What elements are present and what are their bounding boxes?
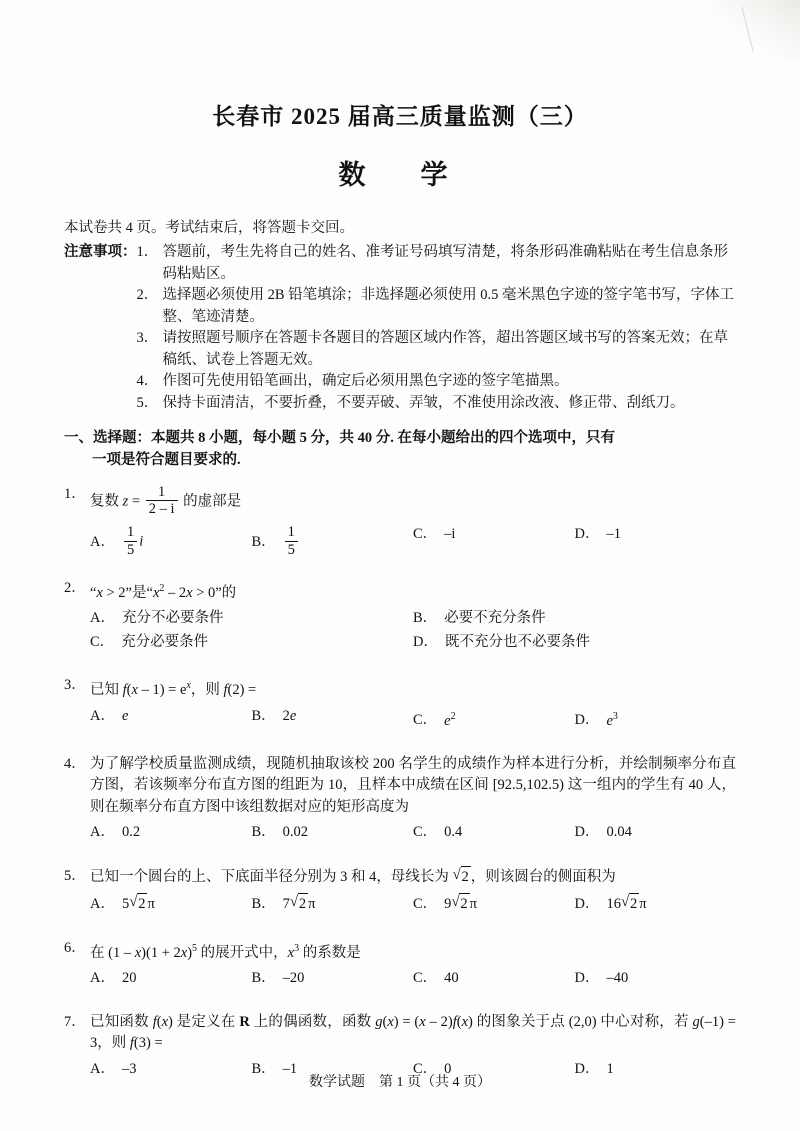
option-label: C． [90, 633, 115, 650]
question-1: 1． 复数 z = $\frac{1}{2 - i}$ 的虚部是 A． $\frac{1}{5}$ i B． $\frac{1}{5}$ C． –i D． –1 [64, 484, 736, 558]
intro-text: 本试卷共 4 页。考试结束后，将答题卡交回。 [64, 220, 354, 236]
option-text: 充分必要条件 [121, 633, 209, 650]
notice-number: 2． [136, 287, 159, 303]
option-label: A． [90, 610, 115, 627]
option-text: 0.02 [282, 824, 309, 841]
option-label: A． [90, 824, 115, 841]
option-label: D． [574, 526, 600, 543]
option-b[interactable]: B． 2e [251, 707, 297, 724]
question-4 [64, 754, 736, 844]
option-row [64, 706, 736, 732]
notice-item [137, 242, 737, 285]
option-row [64, 524, 736, 557]
option-text: 0 [444, 1060, 452, 1077]
option-label: C． [413, 896, 438, 913]
section-one-label: 一、选择题： [64, 430, 151, 446]
question-stem: “x > 2”是“$x^2 - 2x > 0$”的 [90, 582, 237, 601]
notice-label: 注意事项： [64, 244, 137, 260]
option-row [64, 893, 736, 916]
notice-text: 作图可先使用铅笔画出，确定后必须用黑色字迹的签字笔描黑。 [162, 373, 569, 389]
notice-item [137, 371, 737, 393]
option-d[interactable] [575, 524, 737, 557]
notice-text: 选择题必须使用 2B 铅笔填涂；非选择题必须使用 0.5 毫米黑色字迹的签字笔书写，字体工整、笔迹清楚。 [162, 287, 735, 325]
option-a[interactable]: A． e [90, 707, 129, 724]
option-b[interactable] [252, 524, 414, 557]
option-text: 必要不充分条件 [444, 610, 546, 627]
page-footer [0, 1071, 800, 1091]
option-c[interactable]: C． 9 √ 2 π [413, 893, 575, 916]
option-label: B． [251, 1060, 276, 1077]
option-text: 20 [121, 970, 137, 987]
option-text: –20 [282, 970, 305, 987]
math-fraction: $\frac{1}{5}$ [285, 524, 298, 557]
question-stem-post: 的虚部是 [183, 493, 242, 510]
option-text: 40 [444, 970, 459, 987]
option-label: B． [251, 707, 276, 724]
option-d[interactable]: D． 16 √ 2 π [575, 893, 737, 916]
option-label: B． [251, 824, 276, 841]
question-stem-pre: 复数 [90, 493, 119, 510]
option-label: D． [574, 896, 600, 913]
section-one-heading [64, 428, 736, 471]
option-d[interactable] [575, 968, 737, 990]
notice-list [137, 242, 737, 414]
option-text: 1 [606, 1060, 614, 1077]
math-z: z [122, 493, 129, 510]
option-label: C． [413, 824, 438, 841]
option-text: 充分不必要条件 [121, 610, 224, 627]
option-label: A． [90, 533, 115, 550]
option-a[interactable] [90, 822, 252, 844]
option-d[interactable] [413, 632, 736, 654]
question-number: 6． [64, 939, 86, 956]
option-label: A． [90, 1060, 115, 1077]
option-label: B． [251, 896, 276, 913]
option-label: C． [413, 1060, 438, 1077]
option-a[interactable] [90, 968, 252, 990]
question-number: 1． [64, 486, 86, 502]
option-text: –1 [282, 1060, 298, 1077]
notice-number: 1． [136, 244, 159, 260]
option-d[interactable] [575, 822, 737, 844]
notice-item [137, 328, 737, 371]
option-label: B． [251, 533, 276, 550]
option-label: B． [413, 610, 438, 627]
page-title: 长春市 2025 届高三质量监测（三） [212, 104, 588, 129]
notice-number: 3． [136, 330, 159, 346]
option-a[interactable]: A． 5 √ 2 π [90, 893, 252, 916]
question-number: 2． [64, 579, 86, 596]
option-label: D． [413, 633, 438, 650]
option-label: D． [574, 970, 600, 987]
option-text: 0.2 [121, 824, 141, 841]
option-b[interactable] [252, 968, 414, 990]
option-b[interactable]: B． 7 √ 2 π [252, 893, 414, 916]
option-text: 0.4 [444, 824, 463, 841]
option-c[interactable]: C． $e^2$ [413, 710, 456, 729]
question-5 [64, 866, 736, 916]
question-stem: 已知 $f(x - 1) = e^x$，则 f(2) = [90, 680, 257, 699]
question-stem: 已知一个圆台的上、下底面半径分别为 3 和 4，母线长为 √ 2 ，则该圆台的侧面积为 [90, 866, 736, 889]
question-stem: 在 $(1 - x)(1 + 2x)^5$ 的展开式中，$x^3$ 的系数是 [90, 942, 361, 961]
option-text: 既不充分也不必要条件 [444, 633, 590, 650]
notice-number: 4． [136, 373, 159, 389]
notice-text: 答题前，考生先将自己的姓名、准考证号码填写清楚，将条形码准确粘贴在考生信息条形码粘贴区。 [162, 244, 728, 282]
option-label: A． [90, 896, 115, 913]
option-a[interactable]: A． $\frac{1}{5}$ i [90, 524, 144, 558]
notice-item [137, 285, 737, 328]
option-d[interactable]: D． $e^3$ [574, 710, 618, 729]
intro-line [64, 218, 736, 239]
option-b[interactable] [252, 822, 414, 844]
option-label: D． [574, 712, 600, 729]
option-label: A． [90, 970, 115, 987]
notice-block [64, 242, 736, 414]
question-number: 4． [64, 755, 86, 772]
math-fraction: $\frac{1}{2 - i}$ [146, 484, 178, 517]
notice-text: 保持卡面清洁，不要折叠，不要弄破、弄皱，不准使用涂改液、修正带、刮纸刀。 [162, 394, 685, 411]
question-3 [64, 675, 736, 732]
option-label: D． [574, 1060, 600, 1077]
question-stem: 已知函数 f(x) 是定义在 R 上的偶函数，函数 g(x) = (x – 2)f(x) 的图象关于点 (2,0) 中心对称，若 g(–1) = 3，则 f(3) = [90, 1013, 736, 1052]
option-label: C． [413, 526, 438, 543]
math-sqrt: √ 2 [453, 866, 471, 889]
option-c[interactable] [90, 632, 413, 654]
page-content [64, 0, 736, 1080]
option-label: C． [413, 712, 438, 729]
option-text: –40 [606, 970, 629, 987]
option-label: A． [90, 707, 115, 724]
notice-item [137, 393, 737, 415]
option-text: –1 [606, 526, 621, 543]
notice-number: 5． [136, 394, 159, 411]
option-row [64, 968, 736, 990]
notice-text: 请按照题号顺序在答题卡各题目的答题区域内作答，超出答题区域书写的答案无效；在草稿纸、试卷上答题无效。 [162, 330, 728, 368]
section-one-text: 本题共 8 小题，每小题 5 分，共 40 分. 在每小题给出的四个选项中，只有 [151, 430, 615, 446]
question-6 [64, 938, 736, 990]
option-text: –i [444, 526, 456, 543]
subject-title: 数 学 [338, 160, 462, 190]
option-block [64, 608, 736, 653]
option-b[interactable] [413, 608, 736, 630]
option-c[interactable] [413, 968, 575, 990]
question-number: 5． [64, 867, 86, 884]
option-label: D． [574, 824, 600, 841]
option-c[interactable] [413, 524, 575, 557]
option-label: B． [251, 970, 276, 987]
section-one-text-2: 一项是符合题目要求的. [92, 451, 241, 468]
option-label: C． [413, 970, 438, 987]
question-7 [64, 1012, 736, 1081]
footer-text: 数学试题 第 1 页（共 4 页） [309, 1075, 491, 1090]
question-number: 3． [64, 677, 86, 694]
option-row [64, 822, 736, 844]
question-number: 7． [64, 1013, 86, 1030]
math-fraction: $\frac{1}{5}$ [124, 524, 137, 557]
option-text: –3 [121, 1060, 137, 1077]
question-stem: 为了解学校质量监测成绩，现随机抽取该校 200 名学生的成绩作为样本进行分析，并绘制频率分布直方图，若该频率分布直方图的组距为 10，且样本中成绩在区间 [92.5,102.5) 这一组内的学生有 40 人，则在频率分布直方图中该组数据对应的矩形高度为 [90, 755, 736, 815]
option-c[interactable] [413, 822, 575, 844]
option-a[interactable] [90, 608, 413, 630]
option-text: 0.04 [606, 824, 632, 841]
question-2 [64, 578, 736, 653]
